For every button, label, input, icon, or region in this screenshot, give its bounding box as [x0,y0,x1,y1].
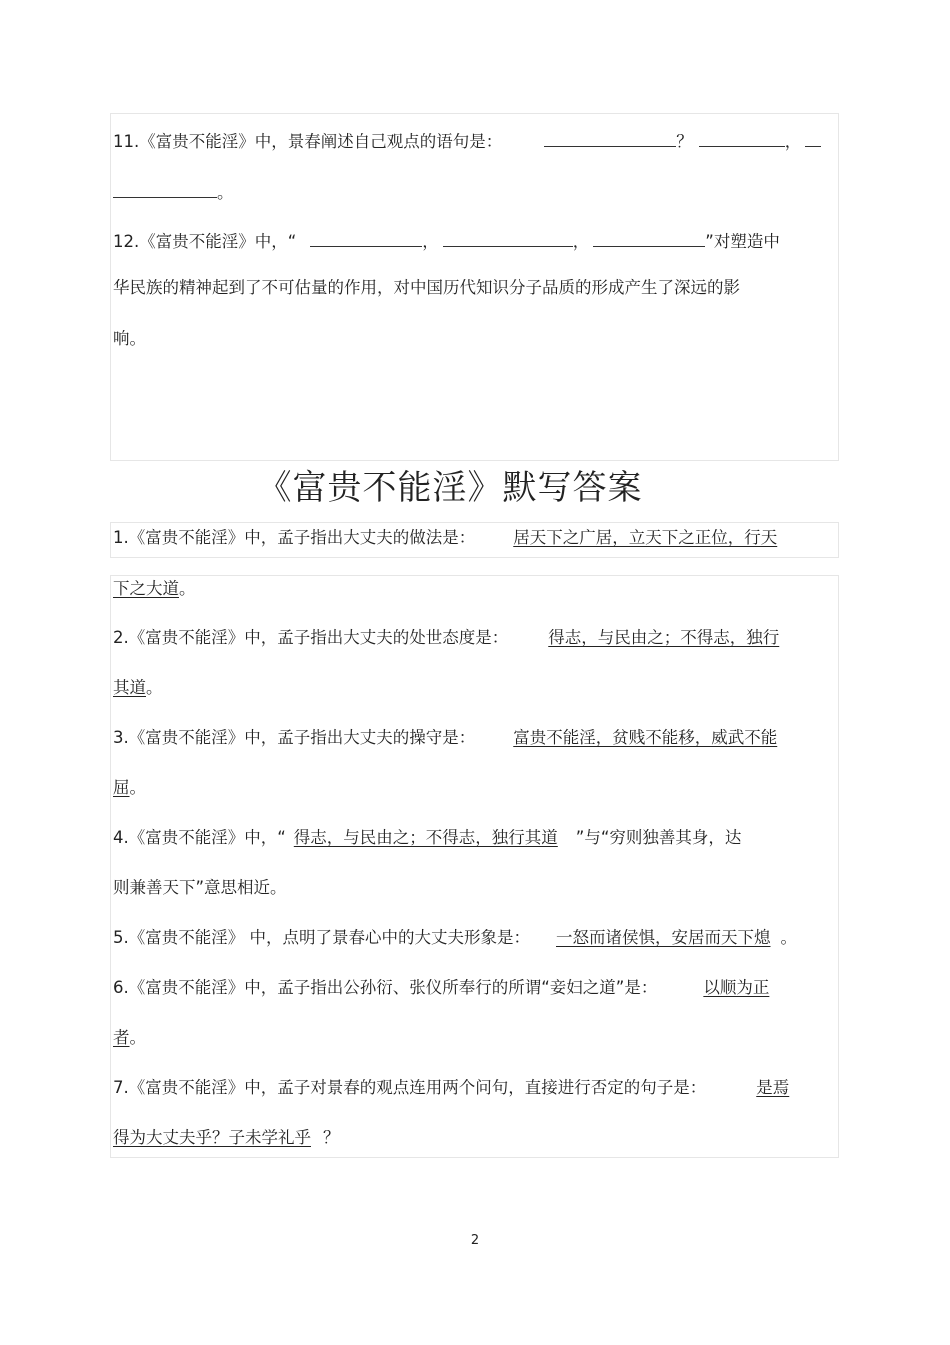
question-12-line3: 响。 [113,329,146,348]
answer-6-text: 以顺为正 [703,978,770,997]
answer-4-line2: 则兼善天下”意思相近。 [113,878,287,897]
question-11-line2: 。 [113,179,234,204]
blank-12-1[interactable] [310,228,422,247]
question-11: 11.《富贵不能淫》中，景春阐述自己观点的语句是： ？ ， [113,128,821,153]
question-12: 12.《富贵不能淫》中，“ ， ， ”对塑造中 [113,228,780,253]
answer-3: 3.《富贵不能淫》中，孟子指出大丈夫的操守是： 富贵不能淫，贫贱不能移，威武不能 [113,728,778,747]
answer-1-line2: 下之大道。 [113,579,196,598]
answer-7-text: 是焉 [756,1078,790,1097]
answer-2: 2.《富贵不能淫》中，孟子指出大丈夫的处世态度是： 得志，与民由之；不得志，独行 [113,628,780,647]
blank-11-1[interactable] [544,128,676,147]
blank-11-3[interactable] [805,128,821,147]
answer-frame [110,575,839,1158]
page-number: 2 [470,1233,480,1248]
answer-5: 5.《富贵不能淫》 中，点明了景春心中的大丈夫形象是： 一怒而诸侯惧，安居而天下熄 。 [113,928,797,947]
answer-title: 《富贵不能淫》默写答案 [257,468,643,508]
blank-12-3[interactable] [593,228,705,247]
answer-2-line2: 其道。 [113,678,163,697]
blank-12-2[interactable] [443,228,573,247]
answer-4: 4.《富贵不能淫》中，“ 得志，与民由之；不得志，独行其道 ”与“穷则独善其身，达 [113,828,742,847]
answer-1: 1.《富贵不能淫》中，孟子指出大丈夫的做法是： 居天下之广居，立天下之正位，行天 [113,528,778,547]
answer-4-text: 得志，与民由之；不得志，独行其道 [293,828,558,847]
answer-6: 6.《富贵不能淫》中，孟子指出公孙衍、张仪所奉行的所谓“妾妇之道”是： 以顺为正 [113,978,770,997]
answer-7-line2: 得为大丈夫乎？子未学礼乎 ？ [113,1128,340,1147]
answer-3-line2: 屈。 [113,778,146,797]
answer-1-text: 居天下之广居，立天下之正位，行天 [513,528,778,547]
answer-2-text: 得志，与民由之；不得志，独行 [548,628,780,647]
blank-11-3-cont[interactable] [113,179,217,198]
answer-7: 7.《富贵不能淫》中，孟子对景春的观点连用两个问句，直接进行否定的句子是： 是焉 [113,1078,790,1097]
answer-3-text: 富贵不能淫，贫贱不能移，威武不能 [513,728,778,747]
answer-5-text: 一怒而诸侯惧，安居而天下熄 [556,928,771,947]
answer-6-line2: 者。 [113,1028,146,1047]
question-12-line2: 华民族的精神起到了不可估量的作用，对中国历代知识分子品质的形成产生了深远的影 [113,278,740,297]
blank-11-2[interactable] [699,128,785,147]
